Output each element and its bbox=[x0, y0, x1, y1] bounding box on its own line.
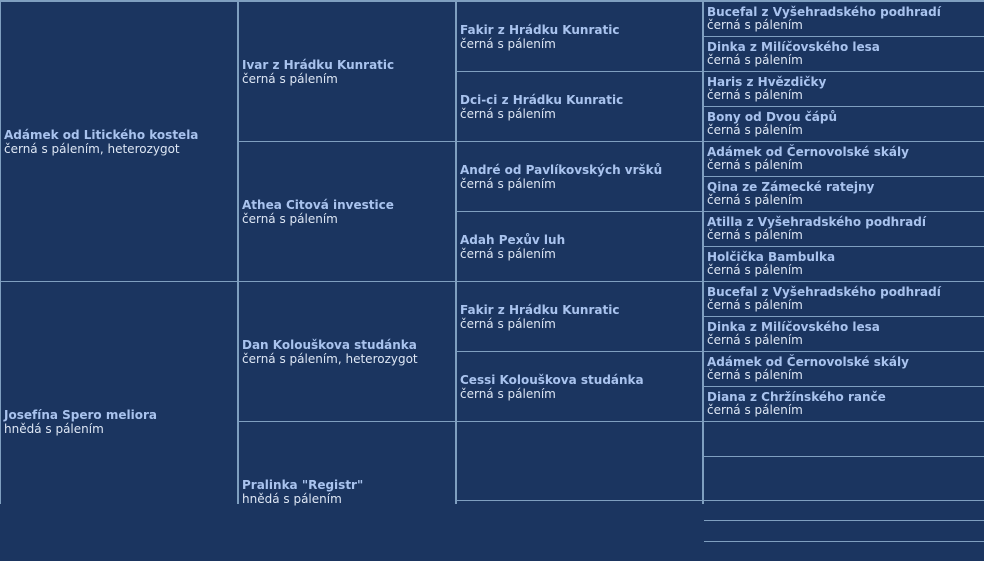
dog-name[interactable]: Adámek od Černovolské skály bbox=[707, 354, 909, 369]
dog-color: černá s pálením bbox=[460, 36, 556, 51]
dog-name[interactable]: Dinka z Milíčovského lesa bbox=[707, 319, 880, 334]
dog-name[interactable]: Diana z Chržínského ranče bbox=[707, 389, 886, 404]
dog-color: černá s pálením bbox=[707, 333, 803, 347]
pedigree-cell-ancestor[interactable] bbox=[704, 351, 984, 386]
dog-color: černá s pálením bbox=[707, 88, 803, 102]
dog-name[interactable]: Cessi Kolouškova studánka bbox=[460, 372, 644, 387]
dog-color: černá s pálením bbox=[707, 263, 803, 277]
pedigree-cell-grandparent[interactable] bbox=[239, 1, 455, 141]
dog-name[interactable]: Holčička Bambulka bbox=[707, 249, 836, 264]
pedigree-cell-great-grandparent[interactable] bbox=[457, 1, 702, 71]
pedigree-cell-ancestor[interactable] bbox=[704, 246, 984, 281]
dog-name[interactable]: Bucefal z Vyšehradského podhradí bbox=[707, 4, 941, 19]
dog-name[interactable]: Dci-ci z Hrádku Kunratic bbox=[460, 92, 624, 107]
dog-color: černá s pálením bbox=[242, 71, 338, 86]
dog-color: černá s pálením bbox=[707, 18, 803, 32]
dog-color: hnědá s pálením bbox=[242, 491, 342, 506]
pedigree-cell-ancestor[interactable] bbox=[704, 1, 984, 36]
pedigree-cell-ancestor[interactable] bbox=[704, 211, 984, 246]
dog-name[interactable]: Fakir z Hrádku Kunratic bbox=[460, 302, 620, 317]
pedigree-cell-grandparent[interactable] bbox=[239, 421, 455, 561]
pedigree-cell-empty bbox=[704, 500, 984, 520]
dog-name[interactable]: Bony od Dvou čápů bbox=[707, 109, 838, 124]
dog-color: černá s pálením bbox=[707, 123, 803, 137]
dog-name[interactable]: Ivar z Hrádku Kunratic bbox=[242, 57, 395, 72]
pedigree-cell-great-grandparent[interactable] bbox=[457, 281, 702, 351]
dog-name[interactable]: Haris z Hvězdičky bbox=[707, 74, 827, 89]
dog-color: černá s pálením bbox=[707, 298, 803, 312]
dog-name[interactable]: Josefína Spero meliora bbox=[4, 407, 157, 422]
pedigree-cell-ancestor[interactable] bbox=[704, 141, 984, 176]
pedigree-cell-great-grandparent[interactable] bbox=[457, 351, 702, 421]
pedigree-cell-ancestor[interactable] bbox=[704, 71, 984, 106]
pedigree-cell-empty bbox=[704, 520, 984, 541]
pedigree-cell-ancestor[interactable] bbox=[704, 176, 984, 211]
dog-name[interactable]: Dinka z Milíčovského lesa bbox=[707, 39, 880, 54]
dog-color: černá s pálením, heterozygot bbox=[242, 351, 418, 366]
dog-name[interactable]: André od Pavlíkovských vršků bbox=[460, 162, 663, 177]
dog-name[interactable]: Adah Pexův luh bbox=[460, 232, 566, 247]
pedigree-cell-great-grandparent[interactable] bbox=[457, 71, 702, 141]
pedigree-cell-ancestor[interactable] bbox=[704, 106, 984, 141]
pedigree-cell-sire[interactable] bbox=[1, 1, 237, 281]
pedigree-cell-empty bbox=[704, 541, 984, 561]
pedigree-cell-great-grandparent[interactable] bbox=[457, 211, 702, 281]
dog-color: černá s pálením bbox=[460, 246, 556, 261]
pedigree-cell-ancestor[interactable] bbox=[704, 281, 984, 316]
dog-name[interactable]: Qina ze Zámecké ratejny bbox=[707, 179, 875, 194]
dog-color: černá s pálením bbox=[460, 316, 556, 331]
pedigree-cell-empty bbox=[457, 500, 702, 561]
dog-color: černá s pálením bbox=[707, 158, 803, 172]
dog-color: hnědá s pálením bbox=[4, 421, 104, 436]
dog-color: černá s pálením bbox=[707, 403, 803, 417]
dog-name[interactable]: Fakir z Hrádku Kunratic bbox=[460, 22, 620, 37]
dog-color: černá s pálením bbox=[707, 193, 803, 207]
pedigree-cell-great-grandparent[interactable] bbox=[457, 141, 702, 211]
pedigree-cell-dam[interactable] bbox=[1, 281, 237, 561]
pedigree-cell-grandparent[interactable] bbox=[239, 281, 455, 421]
dog-name[interactable]: Pralinka "Registr" bbox=[242, 477, 364, 492]
dog-color: černá s pálením bbox=[242, 211, 338, 226]
dog-color: černá s pálením, heterozygot bbox=[4, 141, 180, 156]
dog-color: černá s pálením bbox=[460, 106, 556, 121]
dog-name[interactable]: Adámek od Černovolské skály bbox=[707, 144, 909, 159]
pedigree-cell-empty bbox=[704, 421, 984, 456]
dog-name[interactable]: Atilla z Vyšehradského podhradí bbox=[707, 214, 926, 229]
pedigree-cell-empty bbox=[704, 456, 984, 500]
dog-name[interactable]: Bucefal z Vyšehradského podhradí bbox=[707, 284, 941, 299]
dog-color: černá s pálením bbox=[707, 53, 803, 67]
pedigree-cell-ancestor[interactable] bbox=[704, 386, 984, 421]
pedigree-cell-ancestor[interactable] bbox=[704, 36, 984, 71]
dog-name[interactable]: Adámek od Litického kostela bbox=[4, 127, 199, 142]
pedigree-cell-grandparent[interactable] bbox=[239, 141, 455, 281]
dog-color: černá s pálením bbox=[707, 228, 803, 242]
pedigree-cell-empty bbox=[457, 421, 702, 500]
dog-color: černá s pálením bbox=[460, 176, 556, 191]
dog-name[interactable]: Athea Citová investice bbox=[242, 197, 394, 212]
dog-name[interactable]: Dan Kolouškova studánka bbox=[242, 337, 417, 352]
dog-color: černá s pálením bbox=[460, 386, 556, 401]
dog-color: černá s pálením bbox=[707, 368, 803, 382]
pedigree-cell-ancestor[interactable] bbox=[704, 316, 984, 351]
